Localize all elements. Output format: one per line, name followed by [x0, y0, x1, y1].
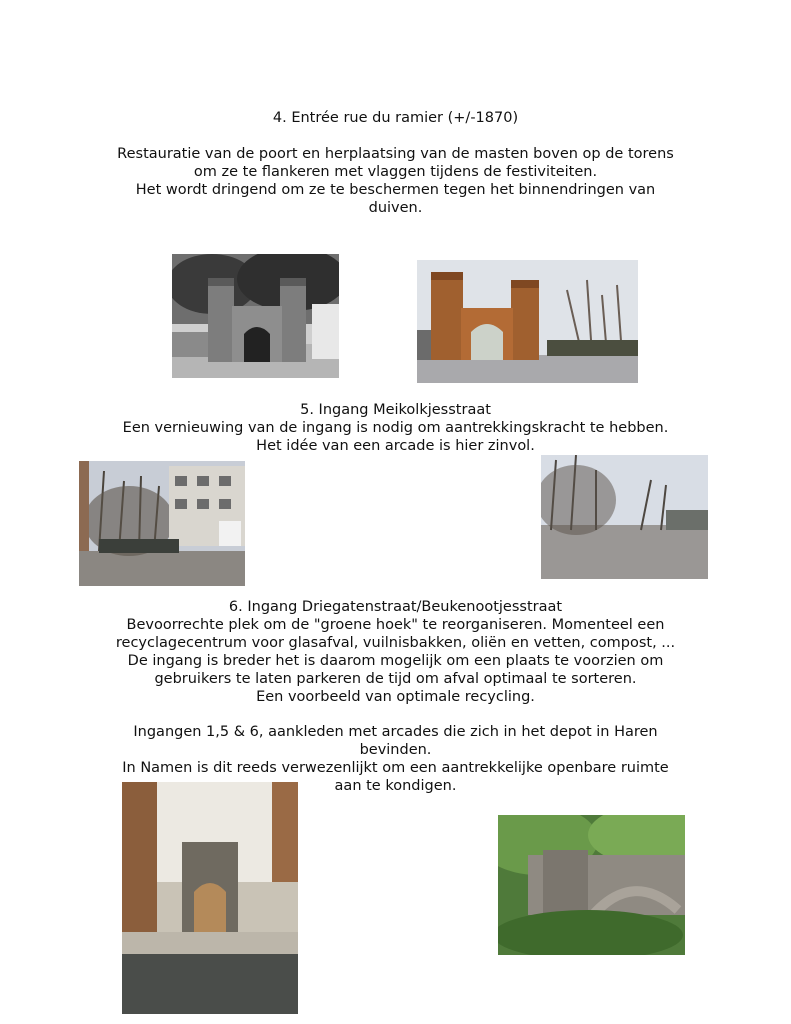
section-5-title: 5. Ingang Meikolkjesstraat: [300, 402, 491, 418]
section-6-title: 6. Ingang Driegatenstraat/Beukenootjesstraat: [228, 599, 563, 615]
section-4-title: 4. Entrée rue du ramier (+/-1870): [272, 110, 519, 126]
section-6-line: Bevoorrechte plek om de "groene hoek" te reorganiseren. Momenteel een: [126, 617, 665, 633]
section-4-text: [0, 109, 791, 217]
photo-open-square: [541, 455, 708, 579]
section-4-line: Restauratie van de poort en herplaatsing van de masten boven op de torens: [117, 146, 674, 162]
photo-depot-arcade: [498, 815, 685, 955]
closing-line: Ingangen 1,5 & 6, aankleden met arcades die zich in het depot in Haren: [133, 724, 658, 740]
section-5-line: Het idée van een arcade is hier zinvol.: [256, 438, 535, 454]
section-5-text: [0, 401, 791, 455]
section-4-line: Het wordt dringend om ze te beschermen tegen het binnendringen van: [135, 182, 656, 198]
closing-text: [0, 723, 791, 795]
section-4-line: om ze te flankeren met vlaggen tijdens de festiviteiten.: [193, 164, 598, 180]
section-6-line: gebruikers te laten parkeren de tijd om afval optimaal te sorteren.: [154, 671, 637, 687]
photo-entrance-meikolkjesstraat: [79, 461, 245, 586]
section-6-line: Een voorbeeld van optimale recycling.: [256, 689, 535, 705]
section-6-text: [0, 598, 791, 706]
section-5-line: Een vernieuwing van de ingang is nodig om aantrekkingskracht te hebben.: [122, 420, 669, 436]
closing-line: In Namen is dit reeds verwezenlijkt om een aantrekkelijke openbare ruimte: [122, 760, 669, 776]
section-6-line: De ingang is breder het is daarom mogelijk om een plaats te voorzien om: [127, 653, 664, 669]
closing-line: bevinden.: [359, 742, 432, 758]
section-4-line: duiven.: [368, 200, 423, 216]
photo-namur-arcade: [122, 782, 298, 1014]
closing-line: aan te kondigen.: [334, 778, 457, 794]
section-6-line: recyclagecentrum voor glasafval, vuilnisbakken, oliën en vetten, compost, ...: [115, 635, 676, 651]
photo-gate-historic: [172, 254, 339, 378]
spacer: [0, 127, 791, 145]
photo-gate-current: [417, 260, 638, 383]
